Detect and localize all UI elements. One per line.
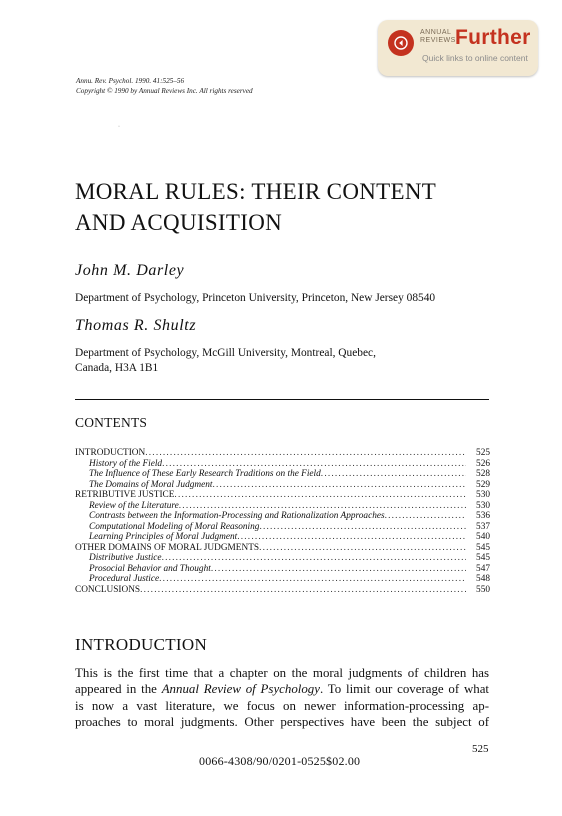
toc-entry-label: Prosocial Behavior and Thought: [89, 563, 211, 574]
toc-entry[interactable]: [75, 564, 490, 575]
page-number: 525: [472, 743, 489, 755]
table-of-contents: [75, 448, 490, 595]
further-badge[interactable]: [378, 20, 538, 76]
stray-dot: ·: [118, 124, 120, 130]
copyright-line: Copyright © 1990 by Annual Reviews Inc. All rights reserved: [76, 87, 253, 95]
toc-entry-label: CONCLUSIONS: [75, 584, 141, 595]
toc-entry-label: Computational Modeling of Moral Reasoning: [89, 521, 260, 532]
dot-leader: [145, 448, 466, 459]
affiliation-line: Department of Psychology, Princeton University, Princeton, New Jersey 08540: [75, 292, 436, 304]
toc-entry[interactable]: [75, 469, 490, 480]
author-name: Thomas R. Shultz: [75, 317, 197, 334]
dot-leader: [179, 501, 466, 512]
dot-leader: [211, 564, 466, 575]
toc-entry-page: 547: [476, 563, 490, 574]
dot-leader: [385, 511, 466, 522]
toc-entry-label: Learning Principles of Moral Judgment: [89, 532, 238, 542]
toc-entry-label: History of the Field: [89, 458, 163, 469]
toc-entry[interactable]: [75, 511, 490, 522]
dot-leader: [162, 459, 466, 470]
paragraph-line: This is the first time that a chapter on the moral judgments of children has: [75, 666, 489, 680]
section-heading: INTRODUCTION: [75, 635, 208, 654]
journal-citation: [76, 76, 253, 96]
toc-entry[interactable]: [75, 553, 490, 564]
dot-leader: [237, 532, 466, 543]
title-line: MORAL RULES: THEIR CONTENT: [75, 179, 437, 204]
text-run: . To limit our coverage of what: [319, 682, 490, 697]
toc-entry-label: Review of the Literature: [89, 500, 179, 511]
toc-entry-label: OTHER DOMAINS OF MORAL JUDGMENTS: [75, 542, 260, 553]
toc-entry-page: 529: [476, 479, 490, 490]
dot-leader: [321, 469, 466, 480]
citation-line: Annu. Rev. Psychol. 1990. 41:525–56: [76, 77, 185, 85]
toc-entry-label: The Influence of These Early Research Traditions on the Field: [89, 469, 321, 479]
quick-links-tagline: Quick links to online content: [422, 53, 528, 63]
paragraph-line: proaches to moral judgments. Other perspectives have been the subject of: [75, 715, 489, 730]
author-name: John M. Darley: [75, 262, 185, 279]
toc-entry-page: 536: [476, 511, 490, 521]
dot-leader: [174, 490, 466, 501]
toc-entry-page: 545: [476, 542, 490, 553]
toc-entry-label: Procedural Justice: [89, 574, 160, 584]
toc-entry-label: Contrasts between the Information-Processing and Rationalization Approaches: [89, 511, 385, 521]
further-label: Further: [455, 26, 531, 49]
paragraph-line: is now a vast literature, we focus on newer information-processing ap-: [75, 698, 489, 713]
play-arrow-icon: [388, 30, 414, 56]
toc-entry-label: RETRIBUTIVE JUSTICE: [75, 490, 175, 500]
toc-entry[interactable]: [75, 501, 490, 512]
paragraph-line: [75, 681, 489, 697]
dot-leader: [259, 543, 466, 554]
toc-entry[interactable]: [75, 448, 490, 459]
toc-entry[interactable]: [75, 585, 490, 596]
dot-leader: [140, 585, 466, 596]
affiliation-line: Canada, H3A 1B1: [75, 362, 159, 374]
section-divider: [75, 399, 489, 400]
journal-name: Annual Review of Psychology: [161, 682, 320, 697]
toc-entry-label: The Domains of Moral Judgment: [89, 479, 213, 490]
toc-entry-page: 537: [476, 521, 490, 532]
toc-entry-label: INTRODUCTION: [75, 448, 146, 458]
dot-leader: [159, 574, 466, 585]
toc-entry-page: 548: [476, 574, 490, 584]
annual-reviews-label: ANNUAL REVIEWS: [420, 29, 456, 44]
text-run: appeared in the: [75, 682, 162, 697]
toc-entry-page: 530: [476, 490, 490, 500]
toc-entry[interactable]: [75, 543, 490, 554]
toc-entry-page: 526: [476, 458, 490, 469]
toc-entry[interactable]: [75, 522, 490, 533]
author-affiliation: [75, 291, 435, 306]
toc-entry-page: 525: [476, 448, 490, 458]
body-paragraph: [75, 665, 489, 731]
article-title: [75, 176, 515, 238]
toc-entry[interactable]: [75, 532, 490, 543]
toc-entry-page: 540: [476, 532, 490, 542]
price-code: 0066-4308/90/0201-0525$02.00: [199, 754, 361, 768]
dot-leader: [259, 522, 466, 533]
toc-entry[interactable]: [75, 480, 490, 491]
toc-entry-page: 545: [476, 553, 490, 563]
toc-entry[interactable]: [75, 490, 490, 501]
dot-leader: [162, 553, 466, 564]
toc-entry-label: Distributive Justice: [89, 553, 162, 563]
toc-entry-page: 550: [476, 584, 490, 595]
toc-entry[interactable]: [75, 459, 490, 470]
toc-entry-page: 528: [476, 469, 490, 479]
affiliation-line: Department of Psychology, McGill University, Montreal, Quebec,: [75, 347, 376, 359]
author-affiliation: [75, 346, 376, 376]
title-line: AND ACQUISITION: [75, 210, 283, 235]
dot-leader: [212, 480, 466, 491]
contents-heading: CONTENTS: [75, 415, 148, 430]
toc-entry[interactable]: [75, 574, 490, 585]
toc-entry-page: 530: [476, 500, 490, 511]
